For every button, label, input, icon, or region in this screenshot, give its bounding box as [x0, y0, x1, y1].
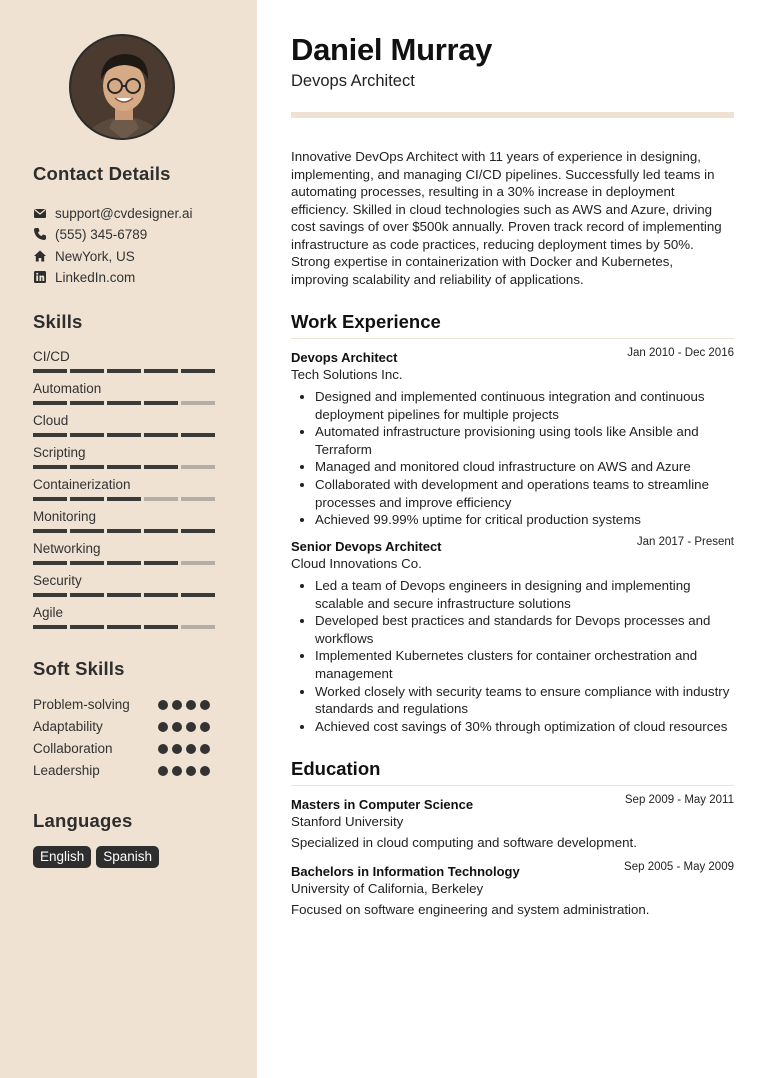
skill-label: Agile [33, 605, 64, 620]
soft-skill-item [33, 740, 223, 758]
skill-level-segment [33, 401, 67, 405]
skill-level-segment [144, 497, 178, 501]
home-icon [33, 249, 47, 263]
candidate-title: Devops Architect [291, 72, 415, 90]
skill-level-segment [144, 593, 178, 597]
contact-linkedin-text: LinkedIn.com [55, 269, 136, 285]
rating-dot [172, 744, 182, 754]
skill-level-segment [107, 497, 141, 501]
skills-heading: Skills [33, 311, 83, 332]
education-dates: Sep 2005 - May 2009 [624, 861, 734, 873]
skill-level-bar [33, 369, 223, 373]
job-bullet: • Led a team of Devops engineers in designing and implementing scalable and secure infrastructure solutions [315, 577, 734, 612]
soft-skill-item [33, 718, 223, 736]
language-pill: Spanish [96, 846, 159, 868]
job-entry [291, 349, 734, 529]
education-entry [291, 796, 734, 850]
skill-level-bar [33, 561, 223, 565]
rating-dot [200, 744, 210, 754]
skill-level-segment [33, 625, 67, 629]
education-heading: Education [291, 758, 381, 779]
soft-skill-item [33, 696, 223, 714]
job-bullet: • Achieved cost savings of 30% through optimization of cloud resources [315, 718, 734, 736]
soft-skill-rating [158, 722, 210, 732]
language-pill: English [33, 846, 91, 868]
skill-item [33, 380, 223, 405]
rating-dot [186, 700, 196, 710]
education-degree: Masters in Computer Science [291, 797, 474, 812]
skill-level-segment [70, 561, 104, 565]
skill-level-segment [33, 497, 67, 501]
languages-heading: Languages [33, 810, 133, 831]
skill-level-segment [144, 561, 178, 565]
skill-level-bar [33, 433, 223, 437]
skill-level-segment [144, 401, 178, 405]
header-divider [291, 112, 734, 118]
skill-label: Cloud [33, 413, 69, 428]
skill-item [33, 412, 223, 437]
skill-level-segment [70, 497, 104, 501]
rating-dot [158, 700, 168, 710]
rating-dot [200, 766, 210, 776]
job-bullets [291, 577, 734, 735]
job-bullet: • Implemented Kubernetes clusters for container orchestration and management [315, 647, 734, 682]
job-role: Senior Devops Architect [291, 539, 442, 554]
education-school: University of California, Berkeley [291, 881, 484, 896]
skill-item [33, 348, 223, 373]
education-desc: Focused on software engineering and system administration. [291, 902, 650, 917]
skill-item [33, 508, 223, 533]
skill-level-segment [70, 529, 104, 533]
skill-level-bar [33, 465, 223, 469]
skill-label: Automation [33, 381, 102, 396]
rating-dot [172, 766, 182, 776]
job-bullet: • Designed and implemented continuous integration and continuous deployment pipelines for multiple projects [315, 388, 734, 423]
skill-label: Scripting [33, 445, 86, 460]
languages-list [33, 846, 159, 868]
soft-skill-label: Leadership [33, 763, 100, 778]
avatar [69, 34, 175, 140]
work-heading: Work Experience [291, 311, 441, 332]
skill-level-segment [181, 561, 215, 565]
rating-dot [172, 722, 182, 732]
skill-level-segment [107, 369, 141, 373]
skill-level-segment [33, 369, 67, 373]
envelope-icon [33, 206, 47, 220]
rating-dot [186, 744, 196, 754]
soft-skills-heading: Soft Skills [33, 658, 125, 679]
job-bullet: • Collaborated with development and operations teams to streamline processes and improve efficiency [315, 476, 734, 511]
skill-item [33, 572, 223, 597]
rating-dot [200, 722, 210, 732]
skill-label: Containerization [33, 477, 131, 492]
job-dates: Jan 2010 - Dec 2016 [627, 347, 734, 359]
skill-level-segment [144, 465, 178, 469]
skill-level-segment [70, 369, 104, 373]
rating-dot [200, 700, 210, 710]
job-company: Tech Solutions Inc. [291, 367, 403, 382]
skill-level-segment [33, 529, 67, 533]
skill-level-segment [70, 593, 104, 597]
skill-level-bar [33, 401, 223, 405]
skill-label: CI/CD [33, 349, 70, 364]
skill-level-bar [33, 497, 223, 501]
skill-level-segment [70, 433, 104, 437]
contact-email-text: support@cvdesigner.ai [55, 205, 193, 221]
contact-linkedin[interactable] [33, 268, 135, 286]
skill-level-segment [107, 433, 141, 437]
skill-level-bar [33, 625, 223, 629]
contact-phone-text: (555) 345-6789 [55, 226, 148, 242]
skill-label: Monitoring [33, 509, 97, 524]
job-bullets [291, 388, 734, 529]
skill-level-bar [33, 529, 223, 533]
rating-dot [186, 766, 196, 776]
rating-dot [158, 766, 168, 776]
summary-text: Innovative DevOps Architect with 11 years of experience in designing, implementing, and managing CI/CD pipelines. Successfully led teams in automating processes, resulting in a 30% increase in deployment efficiency. Skilled in cloud technologies such as AWS and Azure, driving cost savings of over $500k annually. Proven track record of implementing infrastructure as code practices, reducing deployment times by 50%. Strong expertise in containerization with Docker and Kubernetes, improving scalability and reliability of applications. [291, 149, 722, 287]
skill-level-segment [144, 369, 178, 373]
rating-dot [172, 700, 182, 710]
skill-level-segment [181, 625, 215, 629]
skill-level-bar [33, 593, 223, 597]
skill-level-segment [181, 529, 215, 533]
education-entry [291, 863, 734, 917]
skill-item [33, 540, 223, 565]
soft-skill-label: Problem-solving [33, 697, 130, 712]
skill-level-segment [70, 625, 104, 629]
skill-item [33, 444, 223, 469]
education-degree: Bachelors in Information Technology [291, 864, 520, 879]
education-divider [291, 785, 734, 786]
soft-skill-item [33, 762, 223, 780]
rating-dot [158, 744, 168, 754]
phone-icon [33, 227, 47, 241]
soft-skill-rating [158, 700, 210, 710]
skill-level-segment [181, 465, 215, 469]
job-role: Devops Architect [291, 350, 398, 365]
profile-photo [71, 36, 175, 140]
rating-dot [158, 722, 168, 732]
skill-level-segment [107, 625, 141, 629]
skill-level-segment [33, 561, 67, 565]
skill-level-segment [181, 401, 215, 405]
sidebar [0, 0, 257, 1078]
skill-item [33, 604, 223, 629]
job-bullet: • Developed best practices and standards for Devops processes and workflows [315, 612, 734, 647]
contact-heading: Contact Details [33, 163, 171, 184]
education-desc: Specialized in cloud computing and software development. [291, 835, 637, 850]
main-content [291, 0, 734, 1078]
skill-label: Security [33, 573, 82, 588]
soft-skill-label: Collaboration [33, 741, 113, 756]
job-bullet: • Automated infrastructure provisioning using tools like Ansible and Terraform [315, 423, 734, 458]
job-bullet: • Worked closely with security teams to ensure compliance with industry standards and regulations [315, 683, 734, 718]
job-dates: Jan 2017 - Present [636, 536, 734, 548]
skill-level-segment [107, 593, 141, 597]
skill-level-segment [107, 465, 141, 469]
skill-level-segment [107, 401, 141, 405]
skill-item [33, 476, 223, 501]
work-divider [291, 338, 734, 339]
job-bullet: • Achieved 99.99% uptime for critical production systems [315, 511, 734, 529]
soft-skill-rating [158, 766, 210, 776]
skill-level-segment [33, 433, 67, 437]
skill-level-segment [70, 401, 104, 405]
skill-label: Networking [33, 541, 101, 556]
contact-location [33, 247, 135, 265]
job-company: Cloud Innovations Co. [291, 556, 422, 571]
linkedin-icon [33, 270, 47, 284]
skill-level-segment [70, 465, 104, 469]
skill-level-segment [107, 529, 141, 533]
soft-skill-label: Adaptability [33, 719, 103, 734]
skill-level-segment [144, 625, 178, 629]
skill-level-segment [181, 593, 215, 597]
skill-level-segment [181, 497, 215, 501]
job-entry [291, 538, 734, 735]
education-dates: Sep 2009 - May 2011 [624, 794, 734, 806]
skill-level-segment [107, 561, 141, 565]
rating-dot [186, 722, 196, 732]
skill-level-segment [33, 465, 67, 469]
candidate-name: Daniel Murray [291, 32, 493, 67]
job-bullet: • Managed and monitored cloud infrastructure on AWS and Azure [315, 458, 734, 476]
soft-skill-rating [158, 744, 210, 754]
skill-level-segment [181, 433, 215, 437]
contact-phone[interactable] [33, 225, 147, 243]
skill-level-segment [33, 593, 67, 597]
skill-level-segment [181, 369, 215, 373]
contact-email[interactable] [33, 204, 193, 222]
education-school: Stanford University [291, 814, 404, 829]
contact-location-text: NewYork, US [55, 248, 135, 264]
skill-level-segment [144, 529, 178, 533]
skill-level-segment [144, 433, 178, 437]
